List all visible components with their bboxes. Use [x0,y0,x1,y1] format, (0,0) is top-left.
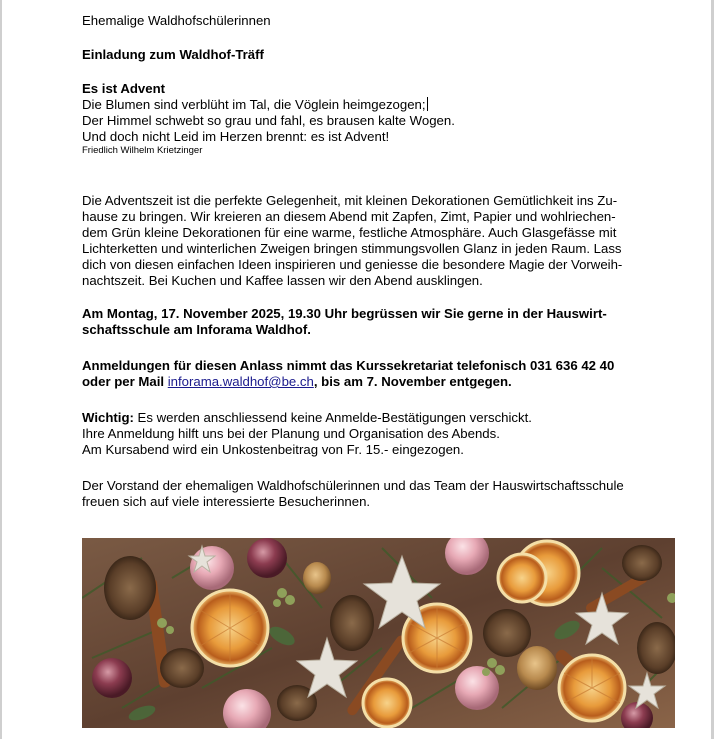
document-body[interactable] [82,13,678,510]
date-line-2: schaftsschule am Inforama Waldhof. [82,322,311,337]
poem-line-1: Die Blumen sind verblüht im Tal, die Vöglein heimgezogen; [82,97,426,112]
poem-title: Es ist Advent [82,81,166,96]
poem-author: Friedlich Wilhelm Krietzinger [82,145,203,156]
poem-line-3: Und doch nicht Leid im Herzen brennt: es ist Advent! [82,129,390,144]
registration-line-2: oder per Mail inforama.waldhof@be.ch, bis am 7. November entgegen. [82,374,512,389]
advent-decoration-image [82,538,675,728]
notice-line-3: Am Kursabend wird ein Unkostenbeitrag von Fr. 15.- eingezogen. [82,442,464,457]
closing-line-1: Der Vorstand der ehemaligen Waldhofschülerinnen und das Team der Hauswirtschaftsschule [82,478,624,493]
poem-line-2: Der Himmel schwebt so grau und fahl, es brausen kalte Wogen. [82,113,455,128]
intro-line: nachtszeit. Bei Kuchen und Kaffee lassen wir den Abend ausklingen. [82,273,483,288]
header-line: Ehemalige Waldhofschülerinnen [82,13,271,28]
page-edge-left [0,0,2,739]
intro-line: Lichterketten und winterlichen Zweigen bringen stimmungsvollen Glanz in jeden Raum. Lass [82,241,622,256]
registration-line-1: Anmeldungen für diesen Anlass nimmt das Kurssekretariat telefonisch 031 636 42 40 [82,358,615,373]
intro-line: dich von diesen einfachen Ideen inspirieren und geniesse die besondere Magie der Vorweih- [82,257,623,272]
intro-line: dem Grün kleine Dekorationen für eine warme, festliche Atmosphäre. Auch Glasgefässe mit [82,225,617,240]
notice-line-2: Ihre Anmeldung hilft uns bei der Planung und Organisation des Abends. [82,426,500,441]
intro-paragraph [82,193,678,289]
date-line-1: Am Montag, 17. November 2025, 19.30 Uhr begrüssen wir Sie gerne in der Hauswirt- [82,306,607,321]
invitation-title: Einladung zum Waldhof-Träff [82,47,264,62]
closing-line-2: freuen sich auf viele interessierte Besucherinnen. [82,494,371,509]
email-link[interactable]: inforama.waldhof@be.ch [167,374,314,389]
intro-line: hause zu bringen. Wir kreieren an diesem Abend mit Zapfen, Zimt, Papier und wohlriechen- [82,209,616,224]
text-cursor [427,97,428,111]
intro-line: Die Adventszeit ist die perfekte Gelegenheit, mit kleinen Dekorationen Gemütlichkeit ins Zu- [82,193,618,208]
notice-line-1: Wichtig: Es werden anschliessend keine Anmelde-Bestätigungen verschickt. [82,410,532,425]
